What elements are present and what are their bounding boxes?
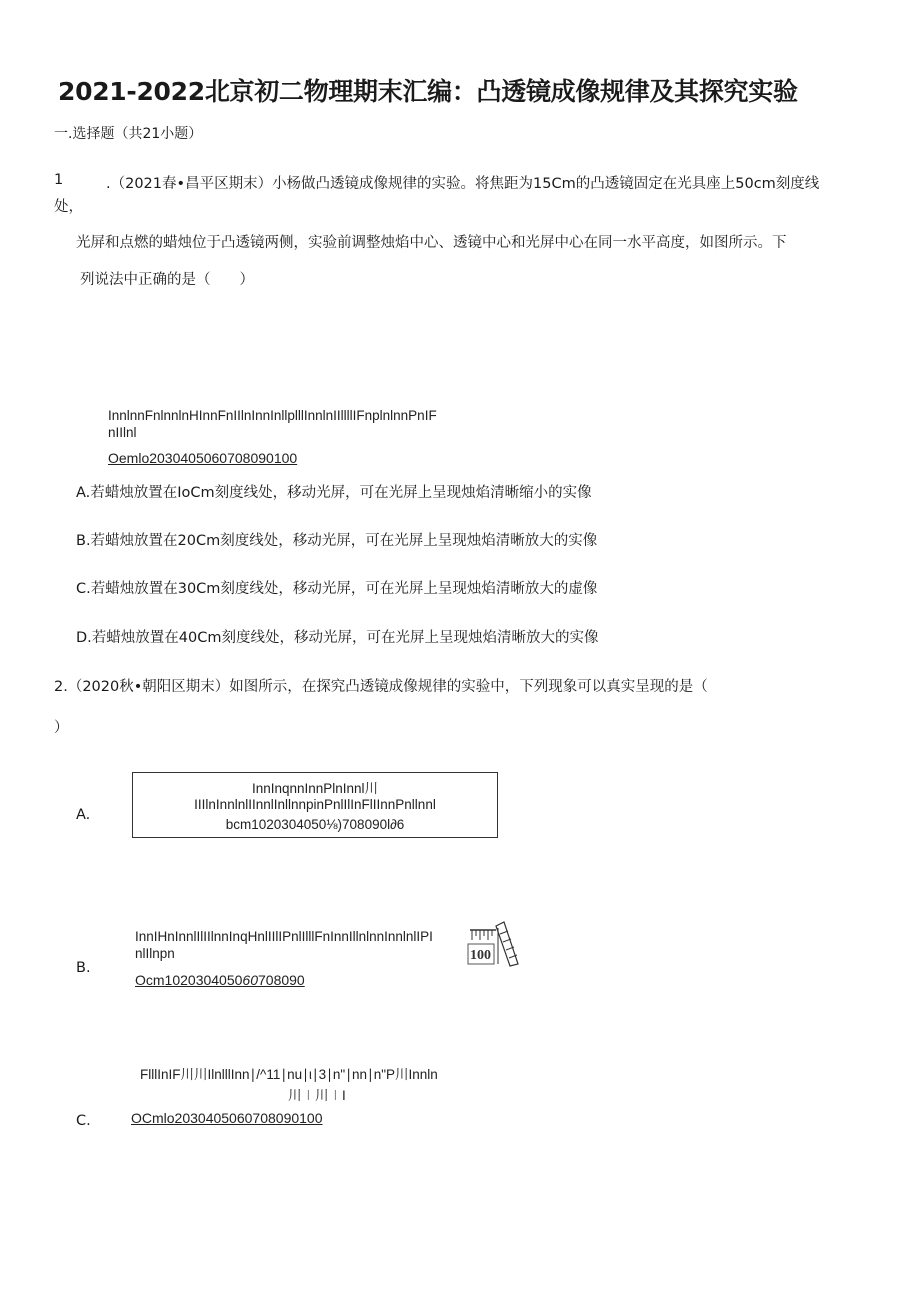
q2-b-scale — [135, 972, 305, 988]
section-heading: 一.选择题（共21小题） — [54, 126, 203, 142]
q2-b-ruler-top: InnIHnInnlIlIIlnnInqHnlIIlIPnlIlllFnInnIllnlnnInnlnlIPI — [135, 929, 433, 944]
q1-option-a: A.若蜡烛放置在IoCm刻度线处，移动光屏，可在光屏上呈现烛焰清晰缩小的实像 — [76, 485, 592, 501]
q1-line1: .（2021春•昌平区期末）小杨做凸透镜成像规律的实验。将焦距为15Cm的凸透镜固定在光具座上50cm刻度线 — [106, 176, 820, 192]
q2-c-scale: OCmlo2030405060708090100 — [131, 1110, 323, 1126]
q2-b-ruler-bottom: nlIlnpn — [135, 946, 175, 961]
q1-line2: 光屏和点燃的蜡烛位于凸透镜两侧，实验前调整烛焰中心、透镜中心和光屏中心在同一水平高度，如图所示。下 — [76, 235, 787, 251]
q1-figure-ruler-bottom: nIIlnl — [108, 425, 137, 440]
q1-number: 1 — [54, 172, 64, 188]
q2-line2: ） — [54, 720, 69, 736]
q2-c-ruler-top: FlllInIF川川IlnlllInn∣/^11∣nu∣ι∣3∣n"∣nn∣n"P川Innln — [140, 1067, 438, 1082]
q1-line3: 列说法中正确的是（ ） — [80, 272, 254, 288]
q2-b-scale-italic: 60 — [242, 972, 258, 988]
q1-option-d: D.若蜡烛放置在40Cm刻度线处，移动光屏，可在光屏上呈现烛焰清晰放大的实像 — [76, 630, 599, 646]
q1-option-b: B.若蜡烛放置在20Cm刻度线处，移动光屏，可在光屏上呈现烛焰清晰放大的实像 — [76, 533, 598, 549]
q2-b-marker-100: 100 — [470, 948, 491, 963]
page-title: 2021-2022北京初二物理期末汇编：凸透镜成像规律及其探究实验 — [58, 77, 798, 106]
q2-a-ruler-top: InnInqnnInnPlnInnl川 — [251, 781, 379, 796]
q2-a-scale: bcm1020304050⅛)708090l∂6 — [225, 817, 405, 832]
q1-option-c: C.若蜡烛放置在30Cm刻度线处，移动光屏，可在光屏上呈现烛焰清晰放大的虚像 — [76, 581, 598, 597]
q2-option-a-figure — [132, 772, 498, 838]
q2-option-b-label: B. — [76, 960, 91, 976]
q1-line1b: 处， — [54, 199, 83, 215]
q2-b-scale-start: Ocm1020304050 — [135, 972, 243, 988]
q2-b-scale-end: 708090 — [258, 972, 305, 988]
q2-line1: 2.（2020秋•朝阳区期末）如图所示，在探究凸透镜成像规律的实验中，下列现象可以真实呈现的是（ — [54, 679, 708, 695]
q2-option-a-label: A. — [76, 807, 91, 823]
q1-figure-ruler-top: InnlnnFnlnnlnHInnFnIIlnInnInllplllInnlnIIllllIFnplnlnnPnIF — [108, 408, 437, 423]
q1-figure-scale: Oemlo2030405060708090100 — [108, 450, 298, 466]
q2-option-c-label: C. — [76, 1113, 91, 1129]
q2-a-ruler-bottom: IIIlnInnlnlIInnlInllnnpinPnlIlInFlIInnPnllnnl — [194, 797, 436, 812]
q2-c-ruler-bottom: 川∣川∣I — [288, 1088, 346, 1103]
